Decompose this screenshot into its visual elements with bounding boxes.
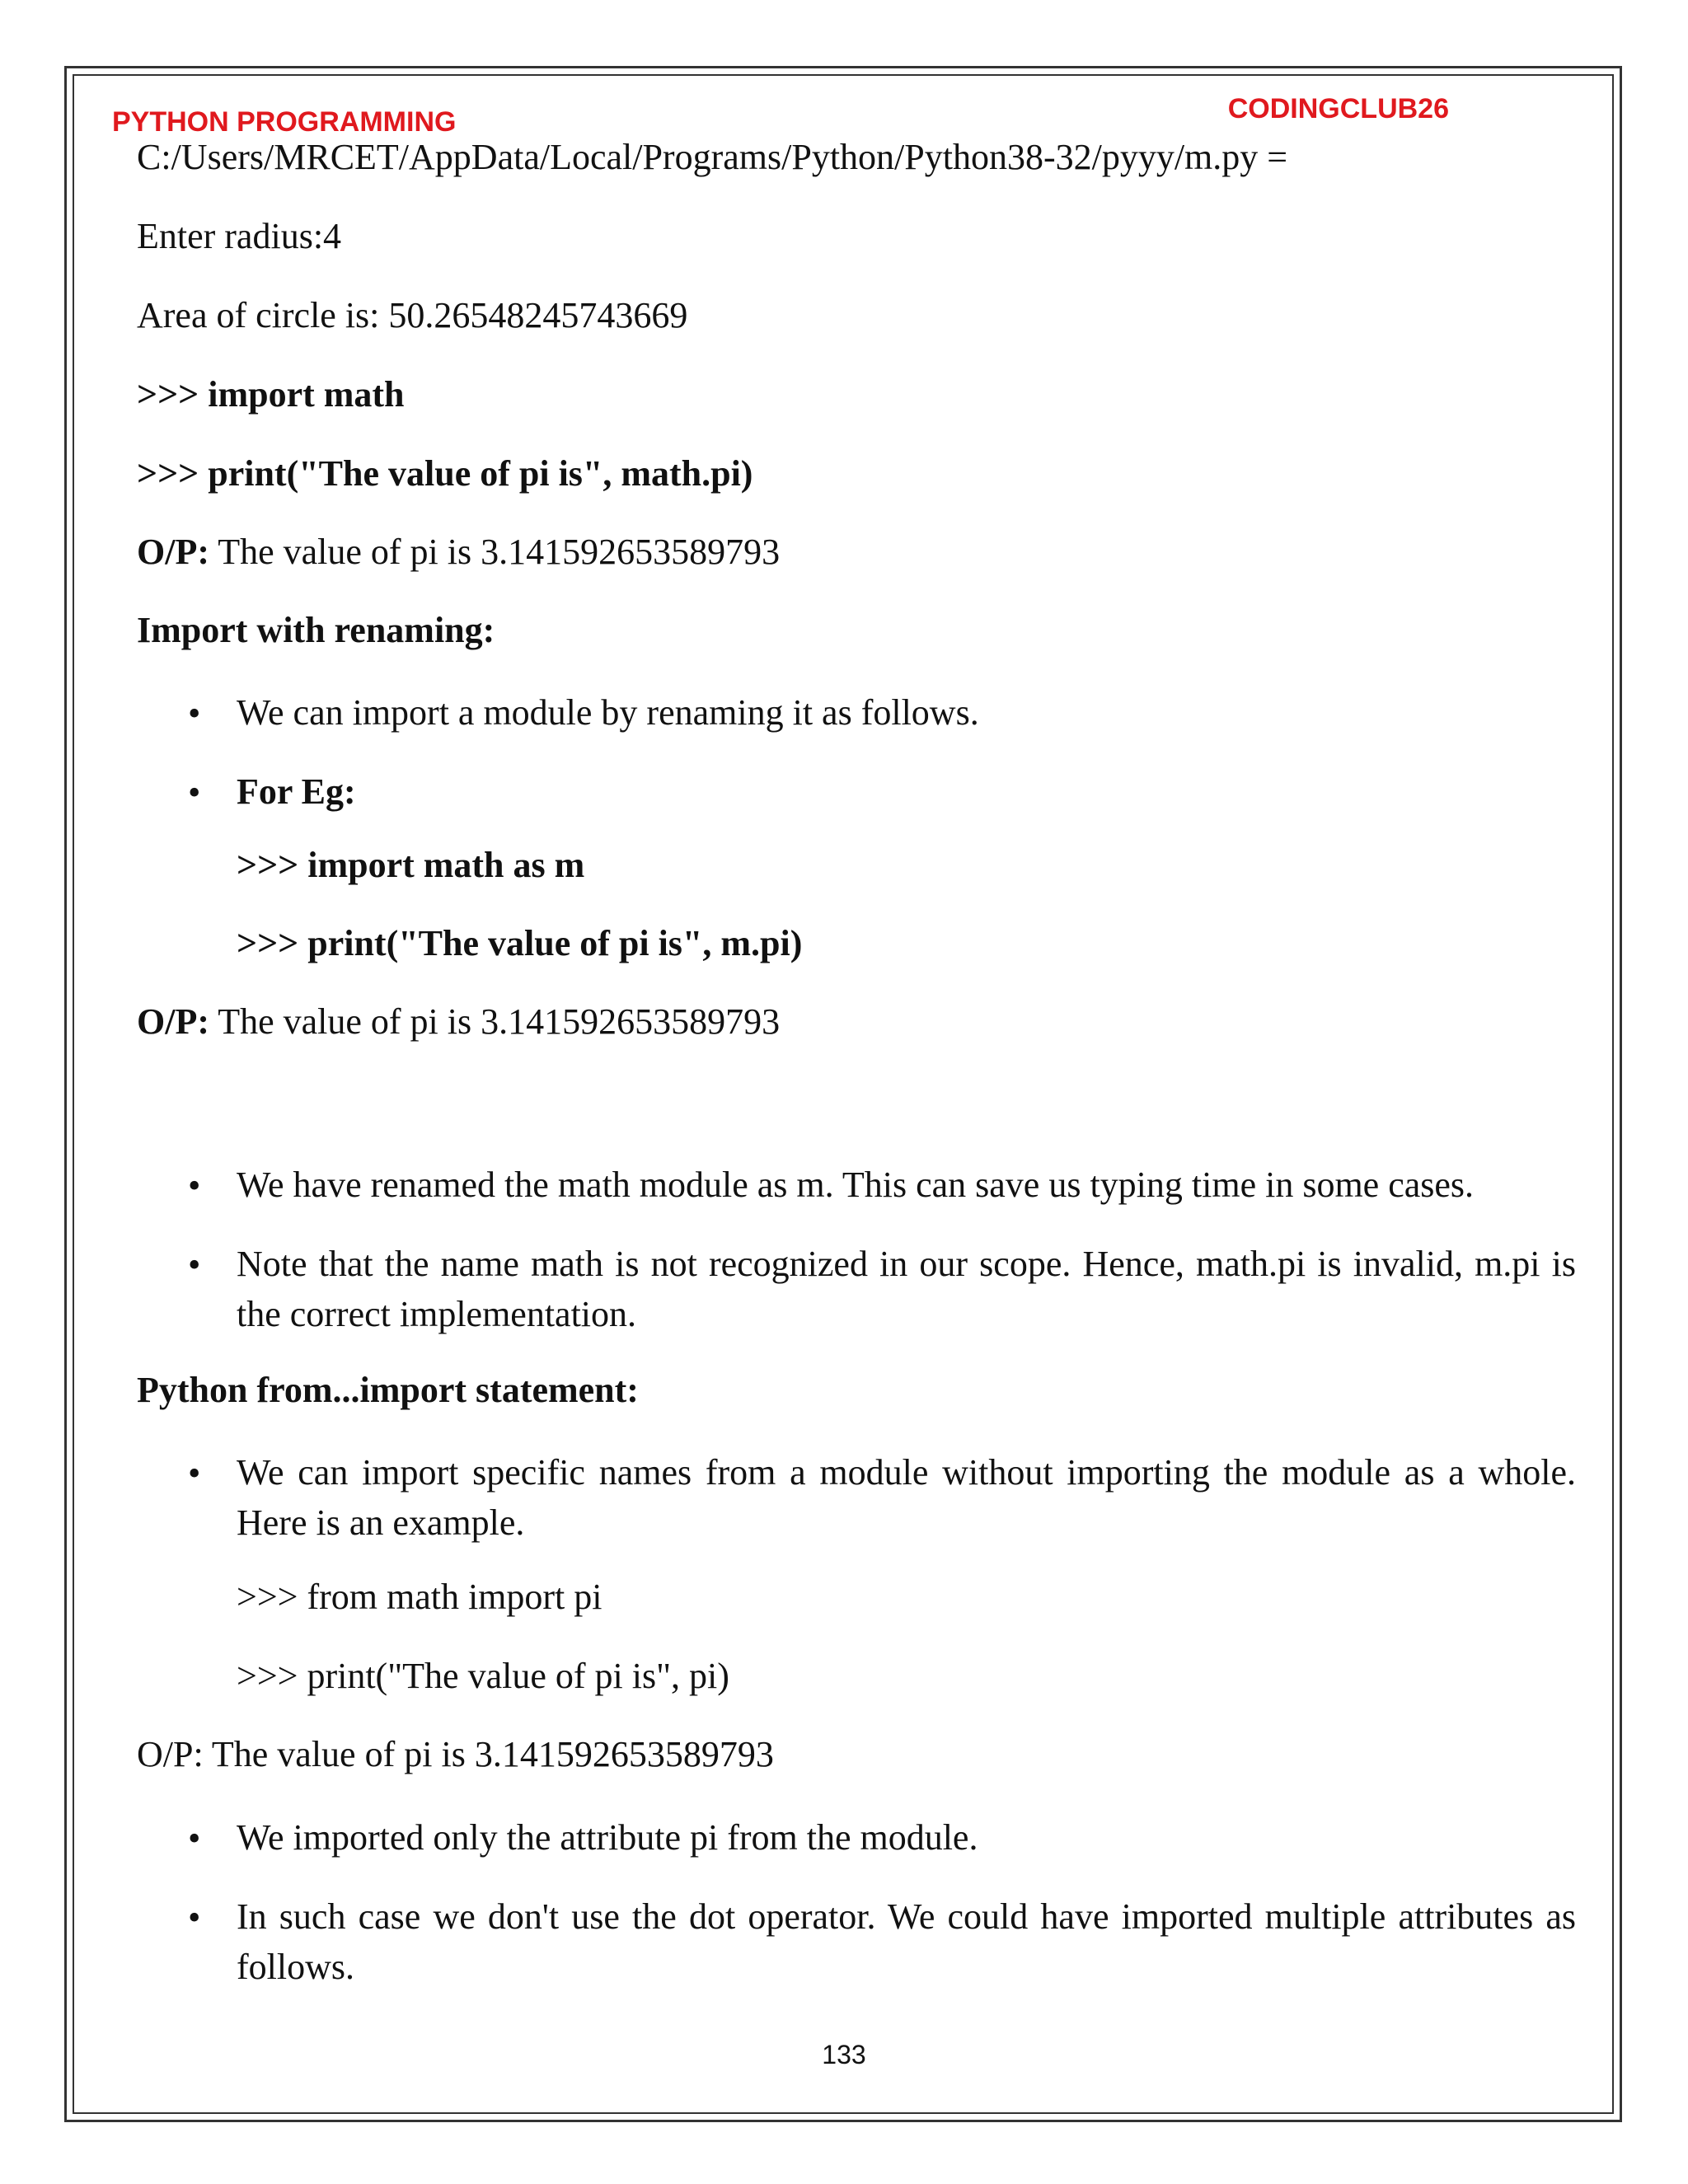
area-output: Area of circle is: 50.26548245743669 <box>137 295 688 335</box>
code-import-math-as-m: >>> import math as m <box>237 845 585 885</box>
final-bullet-2: In such case we don't use the dot operator. We could have imported multiple attributes as follows. <box>237 1896 1576 1987</box>
output-label: O/P: <box>137 1001 209 1042</box>
code-print-pi: >>> print("The value of pi is", math.pi) <box>137 453 753 494</box>
bullet-marker: • <box>188 693 201 733</box>
bullet-marker: • <box>188 1897 201 1938</box>
output-line-3: O/P: The value of pi is 3.141592653589793 <box>137 1734 774 1774</box>
heading-from-import: Python from...import statement: <box>137 1370 639 1410</box>
file-path: C:/Users/MRCET/AppData/Local/Programs/Python/Python38-32/pyyy/m.py = <box>137 137 1288 177</box>
output-value: The value of pi is 3.141592653589793 <box>209 532 781 572</box>
bullet-marker: • <box>188 1165 201 1206</box>
bullet-marker: • <box>188 1244 201 1285</box>
bullet-marker: • <box>188 1453 201 1493</box>
output-line-2 <box>137 1001 780 1043</box>
header-title: PYTHON PROGRAMMING <box>112 106 457 138</box>
code-import-math: >>> import math <box>137 374 405 415</box>
note-bullet-2: Note that the name math is not recognized in our scope. Hence, math.pi is invalid, m.pi is the correct implementation. <box>237 1244 1576 1334</box>
page-number: 133 <box>822 2040 866 2069</box>
output-value: The value of pi is 3.141592653589793 <box>209 1001 781 1042</box>
header-brand: CODINGCLUB26 <box>1227 93 1449 124</box>
bullet-marker: • <box>188 772 201 813</box>
note-bullet-1: We have renamed the math module as m. This can save us typing time in some cases. <box>237 1165 1475 1205</box>
output-label: O/P: <box>137 532 209 572</box>
heading-import-with-renaming: Import with renaming: <box>137 610 495 650</box>
from-bullet-1: We can import specific names from a module without importing the module as a whole. Here is an example. <box>237 1452 1576 1543</box>
rename-bullet-1: We can import a module by renaming it as follows. <box>237 692 979 733</box>
rename-bullet-2: For Eg: <box>237 771 356 812</box>
final-bullet-1: We imported only the attribute pi from the module. <box>237 1817 978 1858</box>
enter-radius-output: Enter radius:4 <box>137 216 342 256</box>
code-print-m-pi: >>> print("The value of pi is", m.pi) <box>237 923 803 963</box>
bullet-marker: • <box>188 1818 201 1858</box>
code-from-math-import-pi: >>> from math import pi <box>237 1577 603 1617</box>
code-print-pi-2: >>> print("The value of pi is", pi) <box>237 1656 729 1696</box>
output-line-1 <box>137 532 780 574</box>
